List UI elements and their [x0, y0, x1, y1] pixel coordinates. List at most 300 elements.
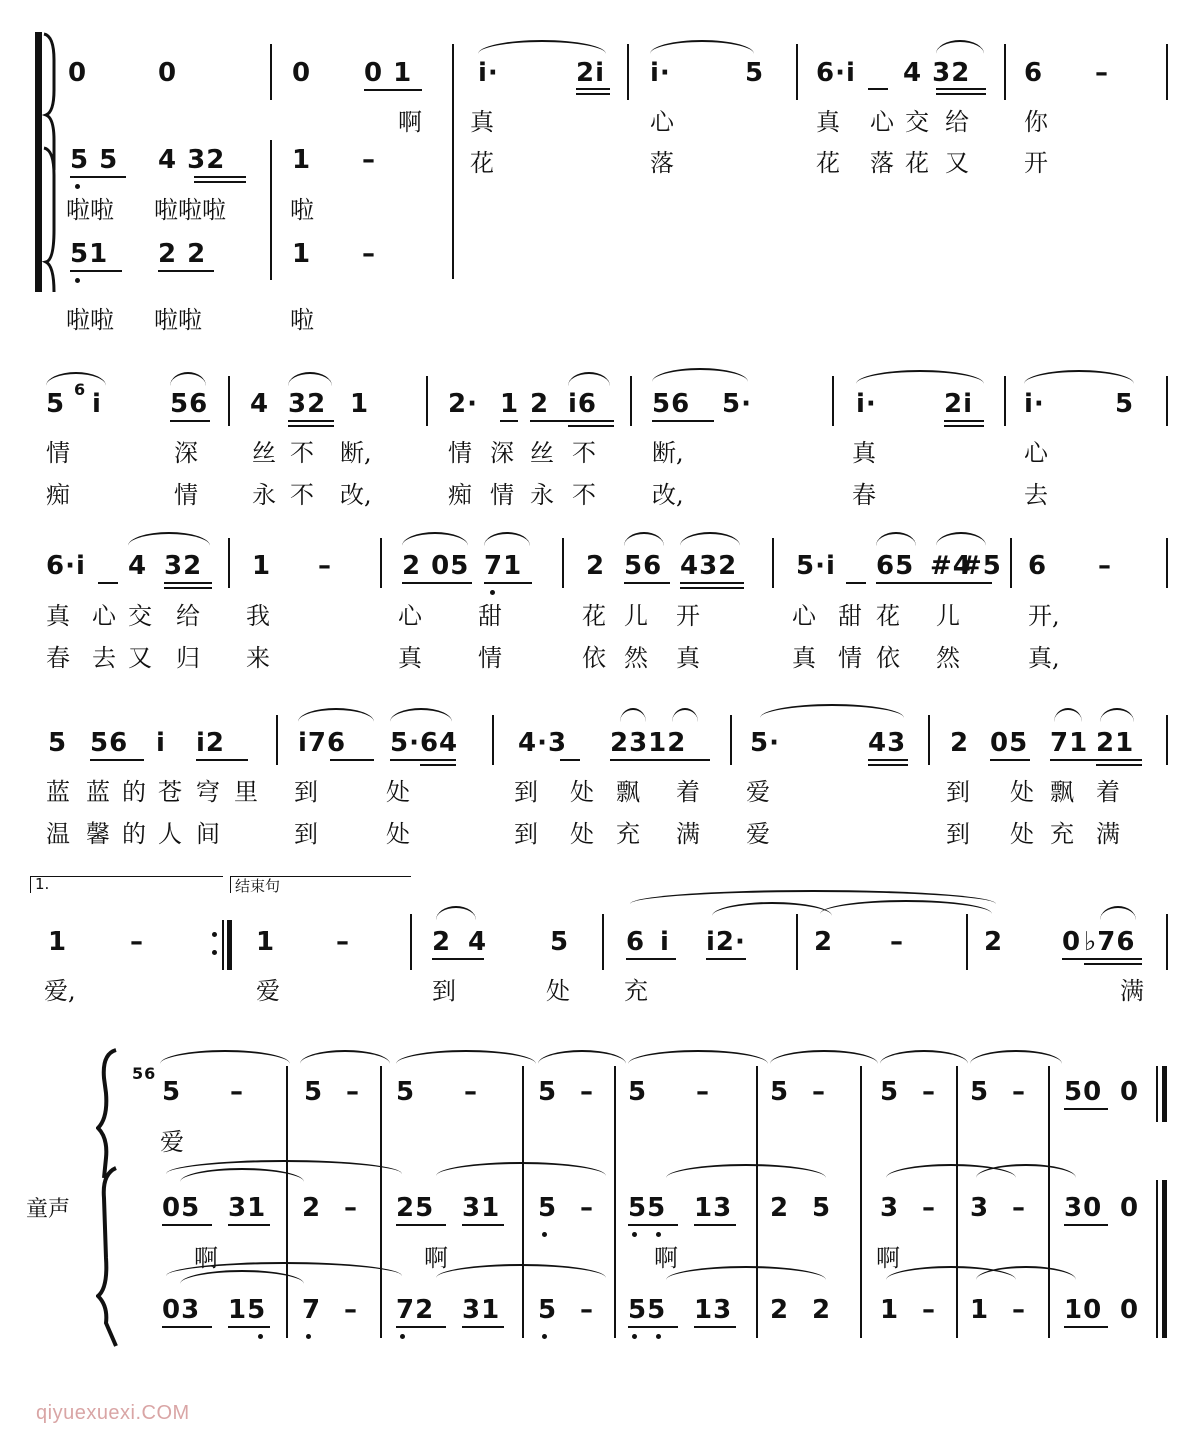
beam [876, 582, 992, 584]
note: – [1012, 1295, 1026, 1325]
beam [194, 181, 246, 183]
lyric-char: 花 [470, 149, 494, 177]
lyric-char: 到 [514, 820, 538, 848]
tie [880, 1050, 968, 1064]
slur [936, 532, 986, 546]
slur [390, 708, 452, 722]
lyric-char: 花 [816, 149, 840, 177]
beam [228, 1224, 270, 1226]
beam [1062, 958, 1142, 960]
beam [680, 587, 744, 589]
note: 2 [770, 1295, 790, 1325]
beam [228, 1326, 270, 1328]
note: 56 [624, 551, 663, 581]
note: – [580, 1295, 594, 1325]
low-dot [490, 590, 495, 595]
lyric-char: 间 [196, 820, 220, 848]
note: – [1012, 1193, 1026, 1223]
slur [288, 372, 332, 386]
beam [694, 1326, 736, 1328]
lyric-char: 然 [624, 644, 648, 672]
note: i76 [298, 728, 347, 758]
final-barline [1162, 1066, 1167, 1122]
note: – [336, 927, 350, 957]
note: 31 [228, 1193, 267, 1223]
barline [492, 715, 494, 765]
beam [364, 89, 422, 91]
lyric-char: 满 [1120, 977, 1144, 1005]
note: 2 [530, 389, 550, 419]
note: 15 [228, 1295, 267, 1325]
note: 0 [1062, 927, 1082, 957]
low-dot [632, 1334, 637, 1339]
lyric-char: 爱 [160, 1128, 184, 1156]
note: 2i [576, 58, 606, 88]
note: 1 [48, 927, 68, 957]
lyric-char: 啊 [424, 1244, 448, 1272]
beam [390, 759, 456, 761]
barline [630, 376, 632, 426]
lyric-char: 改, [340, 481, 372, 509]
note: 4 [250, 389, 270, 419]
beam [560, 759, 580, 761]
note: 3 [970, 1193, 990, 1223]
lyric-char: 啦啦 [154, 306, 202, 334]
note: 31 [462, 1295, 501, 1325]
low-dot [542, 1334, 547, 1339]
lyric-char: 花 [876, 602, 900, 630]
beam [170, 420, 210, 422]
lyric-char: 真 [852, 439, 876, 467]
system1-voice3 [0, 234, 460, 284]
grace-note: 6 [74, 380, 87, 399]
lyric-char: 处 [1010, 820, 1034, 848]
beam [610, 759, 710, 761]
note: 1 [880, 1295, 900, 1325]
note: 1 [252, 551, 272, 581]
note: 56 [90, 728, 129, 758]
lyric-char: 满 [676, 820, 700, 848]
barline [1166, 715, 1168, 765]
lyric-char: 心 [870, 108, 894, 136]
system4-lyric2 [0, 816, 1200, 852]
system6-top-lyric [0, 1124, 400, 1160]
note: 0 [1120, 1077, 1140, 1107]
lyric-char: 着 [676, 778, 700, 806]
beam [626, 958, 676, 960]
lyric-char: 春 [46, 644, 70, 672]
note: 1 [292, 145, 312, 175]
slur [620, 708, 646, 722]
note: 2 [950, 728, 970, 758]
barline [380, 538, 382, 588]
system1-lyric-la [0, 192, 460, 228]
slur [568, 372, 610, 386]
slur [712, 902, 832, 916]
note: i· [478, 58, 499, 88]
note: 5·i [796, 551, 836, 581]
lyric-char: 心 [792, 602, 816, 630]
beam [90, 759, 144, 761]
note: 32 [288, 389, 327, 419]
lyric-char: 我 [246, 602, 270, 630]
beam [500, 420, 518, 422]
note: 0 [292, 58, 312, 88]
lyric-char: 着 [1096, 778, 1120, 806]
note: 71 [484, 551, 523, 581]
note: i [92, 389, 102, 419]
beam [288, 425, 334, 427]
low-dot [75, 278, 80, 283]
lyric-char: 充 [624, 977, 648, 1005]
slur [760, 704, 904, 718]
lyric-char: 真 [46, 602, 70, 630]
lyric-char: 不 [572, 439, 596, 467]
lyric-char: 改, [652, 481, 684, 509]
lyric-char: 依 [876, 644, 900, 672]
beam [1064, 1326, 1108, 1328]
slur [298, 708, 374, 722]
note: 5 [46, 389, 66, 419]
lyric-char: 丝 [530, 439, 554, 467]
note: 432 [680, 551, 738, 581]
system1-lyric2 [0, 145, 1200, 181]
slur [128, 532, 210, 546]
lyric-char: 爱 [256, 977, 280, 1005]
lyric-char: 处 [570, 778, 594, 806]
lyric-char: 的 [122, 820, 146, 848]
lyric-char: 的 [122, 778, 146, 806]
barline [1166, 538, 1168, 588]
slur [856, 370, 984, 384]
lyric-char: 情 [46, 439, 70, 467]
barline [410, 914, 412, 970]
lyric-char: 不 [290, 439, 314, 467]
lyric-char: 飘 [1050, 778, 1074, 806]
lyric-char: 春 [852, 481, 876, 509]
beam [530, 420, 614, 422]
beam [70, 270, 122, 272]
lyric-char: 断, [340, 439, 372, 467]
note: 3 [880, 1193, 900, 1223]
beam [330, 759, 374, 761]
note: 25 [396, 1193, 435, 1223]
lyric-char: 开, [1028, 602, 1060, 630]
note: 56 [652, 389, 691, 419]
lyric-char: 到 [294, 820, 318, 848]
note: i2· [706, 927, 746, 957]
beam [846, 582, 866, 584]
system2-lyric2 [0, 477, 1200, 513]
lyric-char: 不 [290, 481, 314, 509]
barline [426, 376, 428, 426]
lyric-char: 断, [652, 439, 684, 467]
note: – [344, 1193, 358, 1223]
barline [1010, 538, 1012, 588]
lyric-char: 到 [946, 778, 970, 806]
lyric-char: 来 [246, 644, 270, 672]
lyric-char: 情 [174, 481, 198, 509]
note: 0 [158, 58, 178, 88]
beam [402, 582, 472, 584]
beam [396, 1224, 446, 1226]
lyric-char: 痴 [448, 481, 472, 509]
system4-melody [0, 723, 1200, 773]
lyric-char: 儿 [936, 602, 960, 630]
note: ♭76 [1084, 927, 1136, 957]
lyric-char: 心 [398, 602, 422, 630]
beam [652, 420, 714, 422]
note: 5 [538, 1077, 558, 1107]
note: 5 [550, 927, 570, 957]
note: 6 [1028, 551, 1048, 581]
note: 32 [164, 551, 203, 581]
note: i· [1024, 389, 1045, 419]
note: 13 [694, 1193, 733, 1223]
note: – [230, 1077, 244, 1107]
note: – [464, 1077, 478, 1107]
note: i· [650, 58, 671, 88]
low-dot [656, 1334, 661, 1339]
system4-lyric1 [0, 774, 1200, 810]
note: – [346, 1077, 360, 1107]
note: 2· [448, 389, 478, 419]
note: 21 [1096, 728, 1135, 758]
tie [770, 1050, 878, 1064]
lyric-char: 啦 [290, 306, 314, 334]
slur [402, 532, 468, 546]
beam [680, 582, 744, 584]
barline [966, 914, 968, 970]
lyric-char: 永 [530, 481, 554, 509]
lyric-char: 处 [546, 977, 570, 1005]
note: 5 [628, 1077, 648, 1107]
note: 2 05 [402, 551, 470, 581]
note: 1 [970, 1295, 990, 1325]
slur [666, 1164, 826, 1178]
low-dot [542, 1232, 547, 1237]
note: 6·i [46, 551, 86, 581]
beam [164, 587, 212, 589]
note: 31 [462, 1193, 501, 1223]
note: 6 [626, 927, 646, 957]
lyric-char: 啊 [876, 1244, 900, 1272]
note: 55 [628, 1193, 667, 1223]
low-dot [400, 1334, 405, 1339]
note: – [344, 1295, 358, 1325]
lyric-char: 蓝 [86, 778, 110, 806]
slur [650, 40, 754, 54]
note: 2i [944, 389, 974, 419]
note: – [812, 1077, 826, 1107]
low-dot [258, 1334, 263, 1339]
note: 5· [750, 728, 780, 758]
beam [936, 93, 986, 95]
barline [1166, 376, 1168, 426]
note: 4 [468, 927, 488, 957]
lyric-char: 满 [1096, 820, 1120, 848]
lyric-char: 心 [650, 108, 674, 136]
system1-lyric1 [0, 104, 1200, 140]
tie [300, 1050, 390, 1064]
note: – [922, 1193, 936, 1223]
note: 4·3 [518, 728, 568, 758]
volta-first-ending [30, 876, 223, 893]
note: i2 [196, 728, 226, 758]
note: 05 [162, 1193, 201, 1223]
note: 5 [396, 1077, 416, 1107]
lyric-char: 真 [398, 644, 422, 672]
lyric-char: 啦啦 [66, 306, 114, 334]
note: 05 [990, 728, 1029, 758]
lyric-char: 到 [432, 977, 456, 1005]
lyric-char: 处 [386, 820, 410, 848]
lyric-char: 交 [905, 108, 929, 136]
note: 2 [302, 1193, 322, 1223]
tie [970, 1050, 1062, 1064]
note: – [1012, 1077, 1026, 1107]
system6-bottom [0, 1290, 1200, 1340]
system6-top [0, 1072, 1200, 1122]
note: 0 1 [364, 58, 413, 88]
lyric-char: 蓝 [46, 778, 70, 806]
beam [694, 1224, 736, 1226]
lyric-char: 给 [945, 108, 969, 136]
note: 5 [304, 1077, 324, 1107]
beam [868, 764, 908, 766]
note: #4 [930, 551, 972, 581]
slur [624, 532, 664, 546]
barline [562, 538, 564, 588]
system6-middle [0, 1188, 1200, 1238]
beam [944, 425, 984, 427]
tie [160, 1050, 290, 1064]
slur [1100, 708, 1134, 722]
lyric-char: 又 [945, 149, 969, 177]
note: 5· [722, 389, 752, 419]
lyric-char: 充 [616, 820, 640, 848]
lyric-char: 爱, [44, 977, 76, 1005]
beam [576, 88, 610, 90]
lyric-char: 充 [1050, 820, 1074, 848]
lyric-char: 深 [174, 439, 198, 467]
note: 1 [292, 239, 312, 269]
note: 51 [70, 239, 109, 269]
note: 2 [984, 927, 1004, 957]
lyric-char: 里 [234, 778, 258, 806]
beam [462, 1326, 504, 1328]
lyric-char: 情 [448, 439, 472, 467]
slur [46, 372, 106, 386]
note: i [660, 927, 670, 957]
repeat-barline [222, 920, 224, 970]
lyric-char: 处 [386, 778, 410, 806]
tie [396, 1050, 536, 1064]
repeat-dot [212, 950, 217, 955]
system5-lyric1 [0, 973, 1200, 1009]
lyric-char: 馨 [86, 820, 110, 848]
tie [628, 1050, 768, 1064]
note: 5 [162, 1077, 182, 1107]
beam [936, 88, 986, 90]
note: 5·64 [390, 728, 459, 758]
slur [1024, 370, 1134, 384]
note: i6 [568, 389, 598, 419]
beam [162, 1224, 212, 1226]
lyric-char: 人 [158, 820, 182, 848]
lyric-char: 落 [650, 149, 674, 177]
lyric-char: 情 [490, 481, 514, 509]
note: 10 [1064, 1295, 1103, 1325]
note: 1 [350, 389, 370, 419]
note: 56 [170, 389, 209, 419]
note: 0 [1120, 1193, 1140, 1223]
beam [1050, 759, 1142, 761]
beam [868, 88, 888, 90]
watermark-text: qiyuexuexi.COM [36, 1402, 190, 1424]
beam [396, 1326, 446, 1328]
lyric-char: 开 [1024, 149, 1048, 177]
lyric-char: 到 [294, 778, 318, 806]
slur [1100, 906, 1136, 920]
lyric-char: 啊 [654, 1244, 678, 1272]
note: 1 [256, 927, 276, 957]
note: 6·i [816, 58, 856, 88]
note: 72 [396, 1295, 435, 1325]
lyric-char: 真 [816, 108, 840, 136]
slur [1054, 708, 1082, 722]
lyric-char: 啦啦 [66, 196, 114, 224]
barline [832, 376, 834, 426]
slur [484, 532, 530, 546]
tie [538, 1050, 626, 1064]
lyric-char: 给 [176, 602, 200, 630]
lyric-char: 深 [490, 439, 514, 467]
lyric-char: 到 [514, 778, 538, 806]
lyric-char: 花 [905, 149, 929, 177]
repeat-barline [227, 920, 232, 970]
lyric-char: 苍 [158, 778, 182, 806]
barline [796, 914, 798, 970]
lyric-char: 花 [582, 602, 606, 630]
slur [170, 372, 206, 386]
lyric-char: 甜 [478, 602, 502, 630]
lyric-char: 交 [128, 602, 152, 630]
lyric-char: 啊 [194, 1244, 218, 1272]
note: 5 [745, 58, 765, 88]
beam [158, 270, 214, 272]
note: 5 [538, 1295, 558, 1325]
beam [164, 582, 212, 584]
barline [1004, 376, 1006, 426]
slur [680, 532, 740, 546]
barline [602, 914, 604, 970]
note: 7 [302, 1295, 322, 1325]
system3-lyric2 [0, 640, 1200, 676]
lyric-char: 然 [936, 644, 960, 672]
system5-melody [0, 922, 1200, 972]
low-dot [75, 184, 80, 189]
lyric-char: 真, [1028, 644, 1060, 672]
note: 43 [868, 728, 907, 758]
note: – [580, 1193, 594, 1223]
volta-label: 1. [35, 875, 50, 893]
note: 2 [812, 1295, 832, 1325]
system1-melody [0, 53, 1200, 103]
beam [576, 93, 610, 95]
beam [98, 582, 118, 584]
lyric-char: 依 [582, 644, 606, 672]
